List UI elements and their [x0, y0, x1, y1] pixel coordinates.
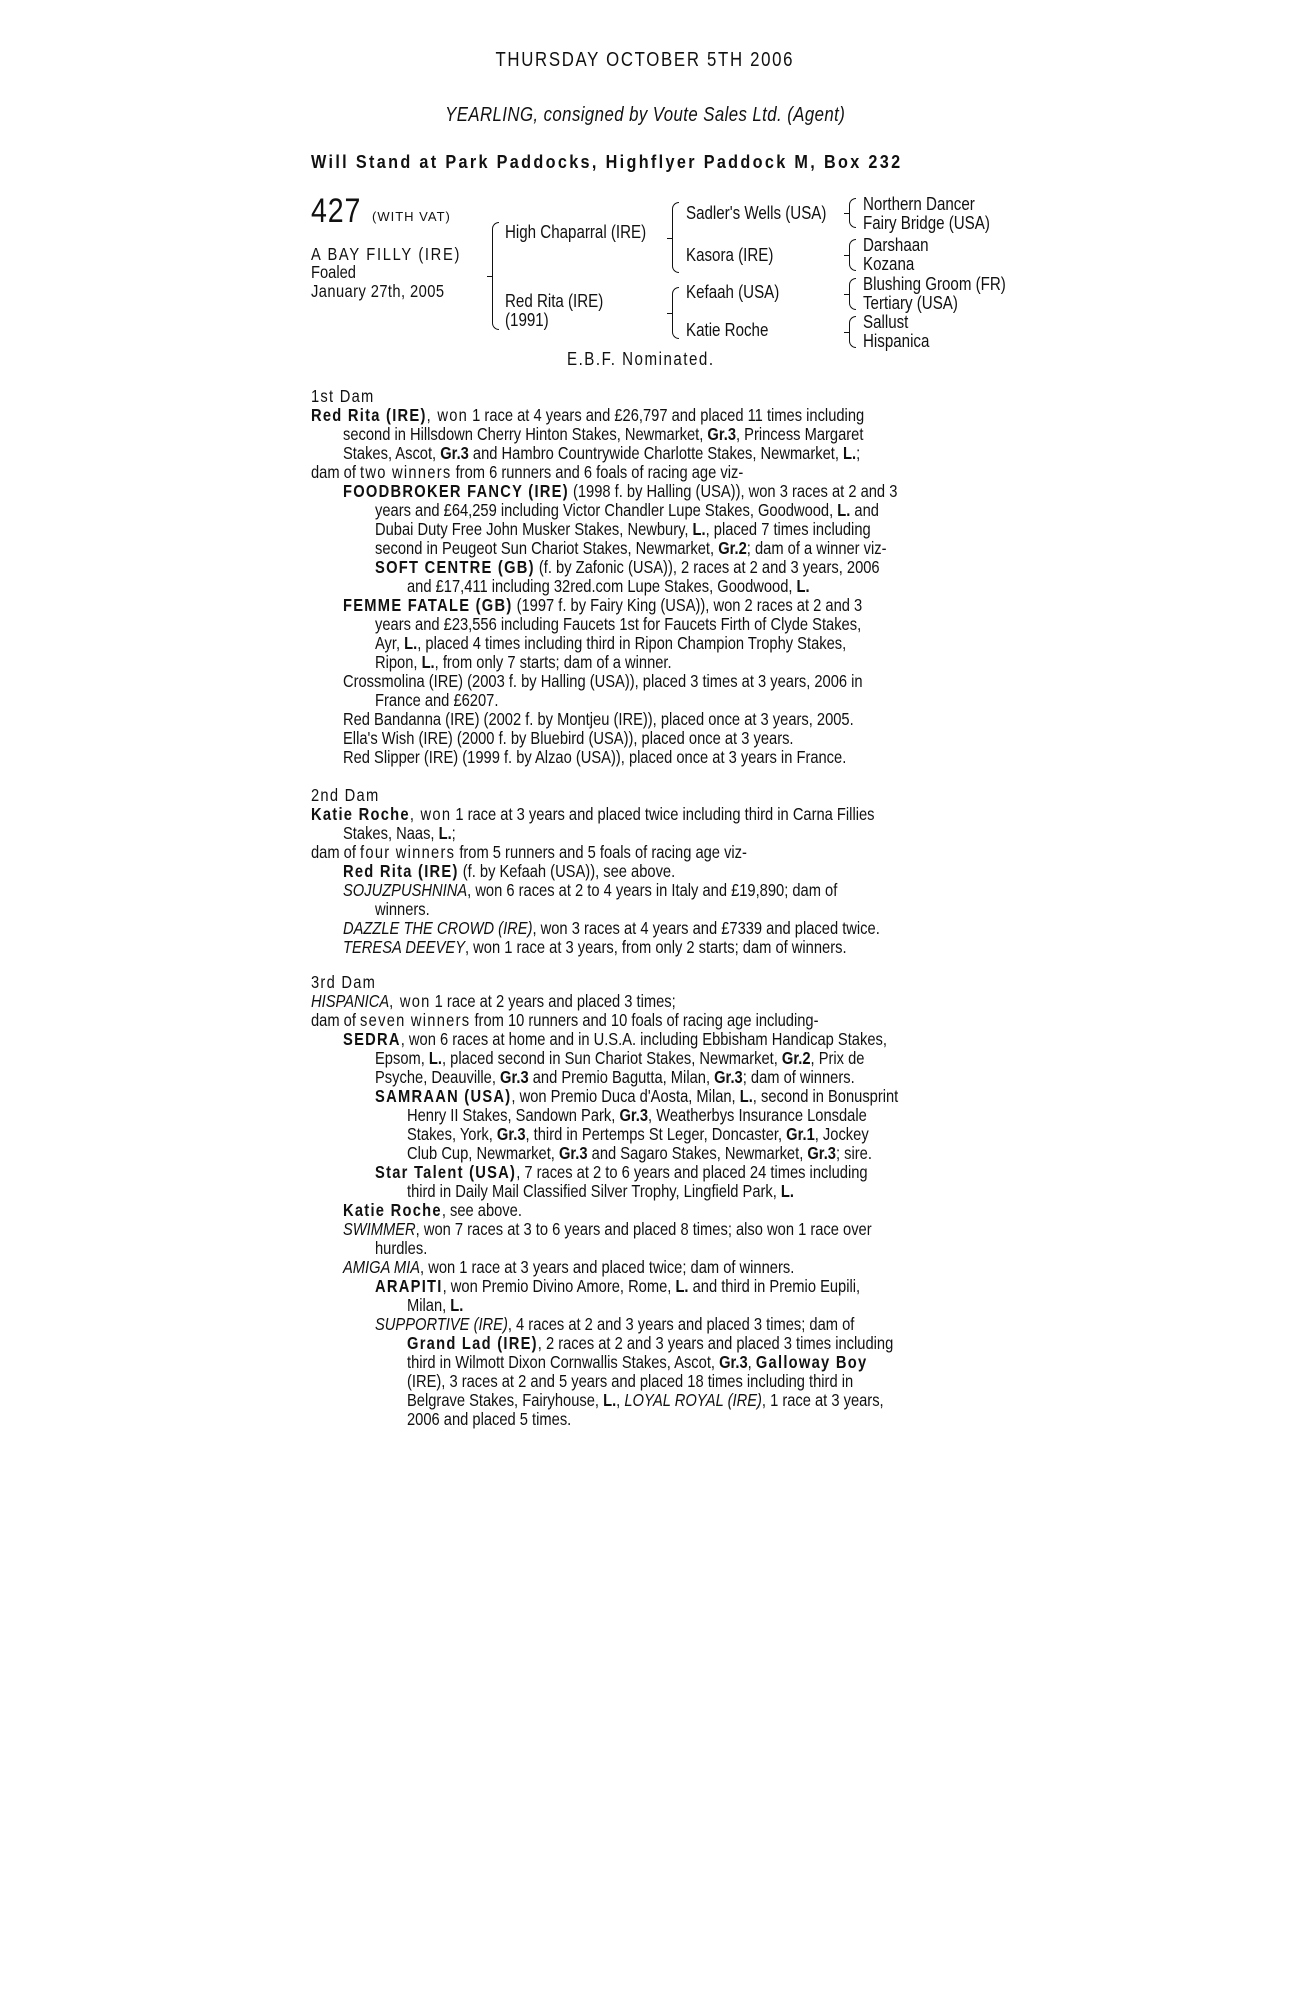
lot-number: 427	[311, 192, 362, 230]
foaled-label: Foaled	[311, 262, 356, 282]
text-line: Katie Roche, see above.	[343, 1200, 522, 1220]
text-line: Epsom, L., placed second in Sun Chariot Stakes, Newmarket, Gr.2, Prix de	[375, 1048, 865, 1068]
section-heading: 1st Dam	[311, 386, 375, 406]
first-dam-section	[311, 387, 1011, 767]
text-line: Red Slipper (IRE) (1999 f. by Alzao (USA)), placed once at 3 years in France.	[343, 747, 847, 767]
text-line: FOODBROKER FANCY (IRE) (1998 f. by Halling (USA)), won 3 races at 2 and 3	[343, 481, 898, 501]
pedigree-brace-g3	[849, 278, 856, 310]
pedigree-g8: Hispanica	[863, 331, 930, 351]
pedigree-sire-sire: Sadler's Wells (USA)	[686, 203, 827, 223]
text-line: Star Talent (USA), 7 races at 2 to 6 years and placed 24 times including	[375, 1162, 868, 1182]
text-line: Red Bandanna (IRE) (2002 f. by Montjeu (IRE)), placed once at 3 years, 2005.	[343, 709, 854, 729]
pedigree-brace-main	[492, 222, 499, 330]
pedigree-sire-dam: Kasora (IRE)	[686, 245, 774, 265]
text-line: SWIMMER, won 7 races at 3 to 6 years and placed 8 times; also won 1 race over	[343, 1219, 872, 1239]
text-line: years and £23,556 including Faucets 1st for Faucets Firth of Clyde Stakes,	[375, 614, 862, 634]
pedigree-g7: Sallust	[863, 312, 909, 332]
text-line: Belgrave Stakes, Fairyhouse, L., LOYAL ROYAL (IRE), 1 race at 3 years,	[407, 1390, 884, 1410]
text-line: Ayr, L., placed 4 times including third in Ripon Champion Trophy Stakes,	[375, 633, 847, 653]
text-line: TERESA DEEVEY, won 1 race at 3 years, from only 2 starts; dam of winners.	[343, 937, 847, 957]
pedigree-dam: Red Rita (IRE)	[505, 291, 604, 311]
pedigree-dam-year: (1991)	[505, 310, 549, 330]
text-line: third in Daily Mail Classified Silver Trophy, Lingfield Park, L.	[407, 1181, 794, 1201]
text-line: Katie Roche, won 1 race at 3 years and placed twice including third in Carna Fillies	[311, 804, 875, 824]
text-line: AMIGA MIA, won 1 race at 3 years and placed twice; dam of winners.	[343, 1257, 795, 1277]
text-line: Stakes, Ascot, Gr.3 and Hambro Countrywide Charlotte Stakes, Newmarket, L.;	[343, 443, 861, 463]
pedigree-brace-g2	[849, 239, 856, 271]
text-line: Milan, L.	[407, 1295, 464, 1315]
pedigree-brace-g4	[849, 316, 856, 348]
text-line: Crossmolina (IRE) (2003 f. by Halling (USA)), placed 3 times at 3 years, 2006 in	[343, 671, 863, 691]
pedigree-dam-sire: Kefaah (USA)	[686, 282, 780, 302]
ebf-nomination: E.B.F. Nominated.	[567, 349, 715, 369]
vat-note: (WITH VAT)	[372, 209, 451, 224]
pedigree-g2: Fairy Bridge (USA)	[863, 213, 990, 233]
text-line: third in Wilmott Dixon Cornwallis Stakes, Ascot, Gr.3, Galloway Boy	[407, 1352, 868, 1372]
text-line: second in Peugeot Sun Chariot Stakes, Newmarket, Gr.2; dam of a winner viz-	[375, 538, 887, 558]
text-line: Red Rita (IRE) (f. by Kefaah (USA)), see above.	[343, 861, 676, 881]
text-line: SOFT CENTRE (GB) (f. by Zafonic (USA)), 2 races at 2 and 3 years, 2006	[375, 557, 880, 577]
text-line: dam of two winners from 6 runners and 6 foals of racing age viz-	[311, 462, 744, 482]
text-line: Ripon, L., from only 7 starts; dam of a winner.	[375, 652, 672, 672]
text-line: France and £6207.	[375, 690, 499, 710]
section-heading: 3rd Dam	[311, 972, 377, 992]
text-line: Psyche, Deauville, Gr.3 and Premio Bagutta, Milan, Gr.3; dam of winners.	[375, 1067, 855, 1087]
pedigree-brace-dam	[672, 287, 679, 339]
box-location: Will Stand at Park Paddocks, Highflyer Paddock M, Box 232	[311, 152, 903, 172]
text-line: SEDRA, won 6 races at home and in U.S.A. including Ebbisham Handicap Stakes,	[343, 1029, 887, 1049]
consignor-line: YEARLING, consigned by Voute Sales Ltd. (Agent)	[444, 104, 846, 126]
text-line: FEMME FATALE (GB) (1997 f. by Fairy King (USA)), won 2 races at 2 and 3	[343, 595, 863, 615]
text-line: Stakes, Naas, L.;	[343, 823, 456, 843]
section-heading: 2nd Dam	[311, 785, 380, 805]
text-line: hurdles.	[375, 1238, 428, 1258]
text-line: dam of seven winners from 10 runners and 10 foals of racing age including-	[311, 1010, 819, 1030]
pedigree-g5: Blushing Groom (FR)	[863, 274, 1006, 294]
text-line: winners.	[375, 899, 430, 919]
pedigree-g3: Darshaan	[863, 235, 929, 255]
text-line: years and £64,259 including Victor Chandler Lupe Stakes, Goodwood, L. and	[375, 500, 879, 520]
third-dam-section	[311, 973, 1011, 1443]
text-line: Stakes, York, Gr.3, third in Pertemps St Leger, Doncaster, Gr.1, Jockey	[407, 1124, 869, 1144]
pedigree-sire: High Chaparral (IRE)	[505, 222, 647, 242]
pedigree-g6: Tertiary (USA)	[863, 293, 958, 313]
lot-name: A BAY FILLY (IRE)	[311, 244, 462, 264]
text-line: Dubai Duty Free John Musker Stakes, Newbury, L., placed 7 times including	[375, 519, 871, 539]
text-line: SOJUZPUSHNINA, won 6 races at 2 to 4 years in Italy and £19,890; dam of	[343, 880, 838, 900]
text-line: 2006 and placed 5 times.	[407, 1409, 572, 1429]
text-line: ARAPITI, won Premio Divino Amore, Rome, L. and third in Premio Eupili,	[375, 1276, 861, 1296]
text-line: dam of four winners from 5 runners and 5 foals of racing age viz-	[311, 842, 747, 862]
text-line: Club Cup, Newmarket, Gr.3 and Sagaro Stakes, Newmarket, Gr.3; sire.	[407, 1143, 872, 1163]
text-line: (IRE), 3 races at 2 and 5 years and placed 18 times including third in	[407, 1371, 854, 1391]
text-line: Grand Lad (IRE), 2 races at 2 and 3 years and placed 3 times including	[407, 1333, 894, 1353]
text-line: second in Hillsdown Cherry Hinton Stakes, Newmarket, Gr.3, Princess Margaret	[343, 424, 864, 444]
text-line: Red Rita (IRE), won 1 race at 4 years and £26,797 and placed 11 times including	[311, 405, 865, 425]
text-line: SUPPORTIVE (IRE), 4 races at 2 and 3 years and placed 3 times; dam of	[375, 1314, 855, 1334]
text-line: Ella's Wish (IRE) (2000 f. by Bluebird (USA)), placed once at 3 years.	[343, 728, 794, 748]
foaled-date: January 27th, 2005	[311, 281, 445, 301]
text-line: SAMRAAN (USA), won Premio Duca d'Aosta, Milan, L., second in Bonusprint	[375, 1086, 899, 1106]
pedigree-g4: Kozana	[863, 254, 915, 274]
text-line: Henry II Stakes, Sandown Park, Gr.3, Weatherbys Insurance Lonsdale	[407, 1105, 867, 1125]
text-line: DAZZLE THE CROWD (IRE), won 3 races at 4 years and £7339 and placed twice.	[343, 918, 880, 938]
pedigree-dam-dam: Katie Roche	[686, 320, 769, 340]
text-line: HISPANICA, won 1 race at 2 years and placed 3 times;	[311, 991, 676, 1011]
text-line: and £17,411 including 32red.com Lupe Stakes, Goodwood, L.	[407, 576, 810, 596]
sale-date: THURSDAY OCTOBER 5TH 2006	[495, 49, 795, 71]
second-dam-section	[311, 786, 1011, 956]
pedigree-g1: Northern Dancer	[863, 194, 975, 214]
